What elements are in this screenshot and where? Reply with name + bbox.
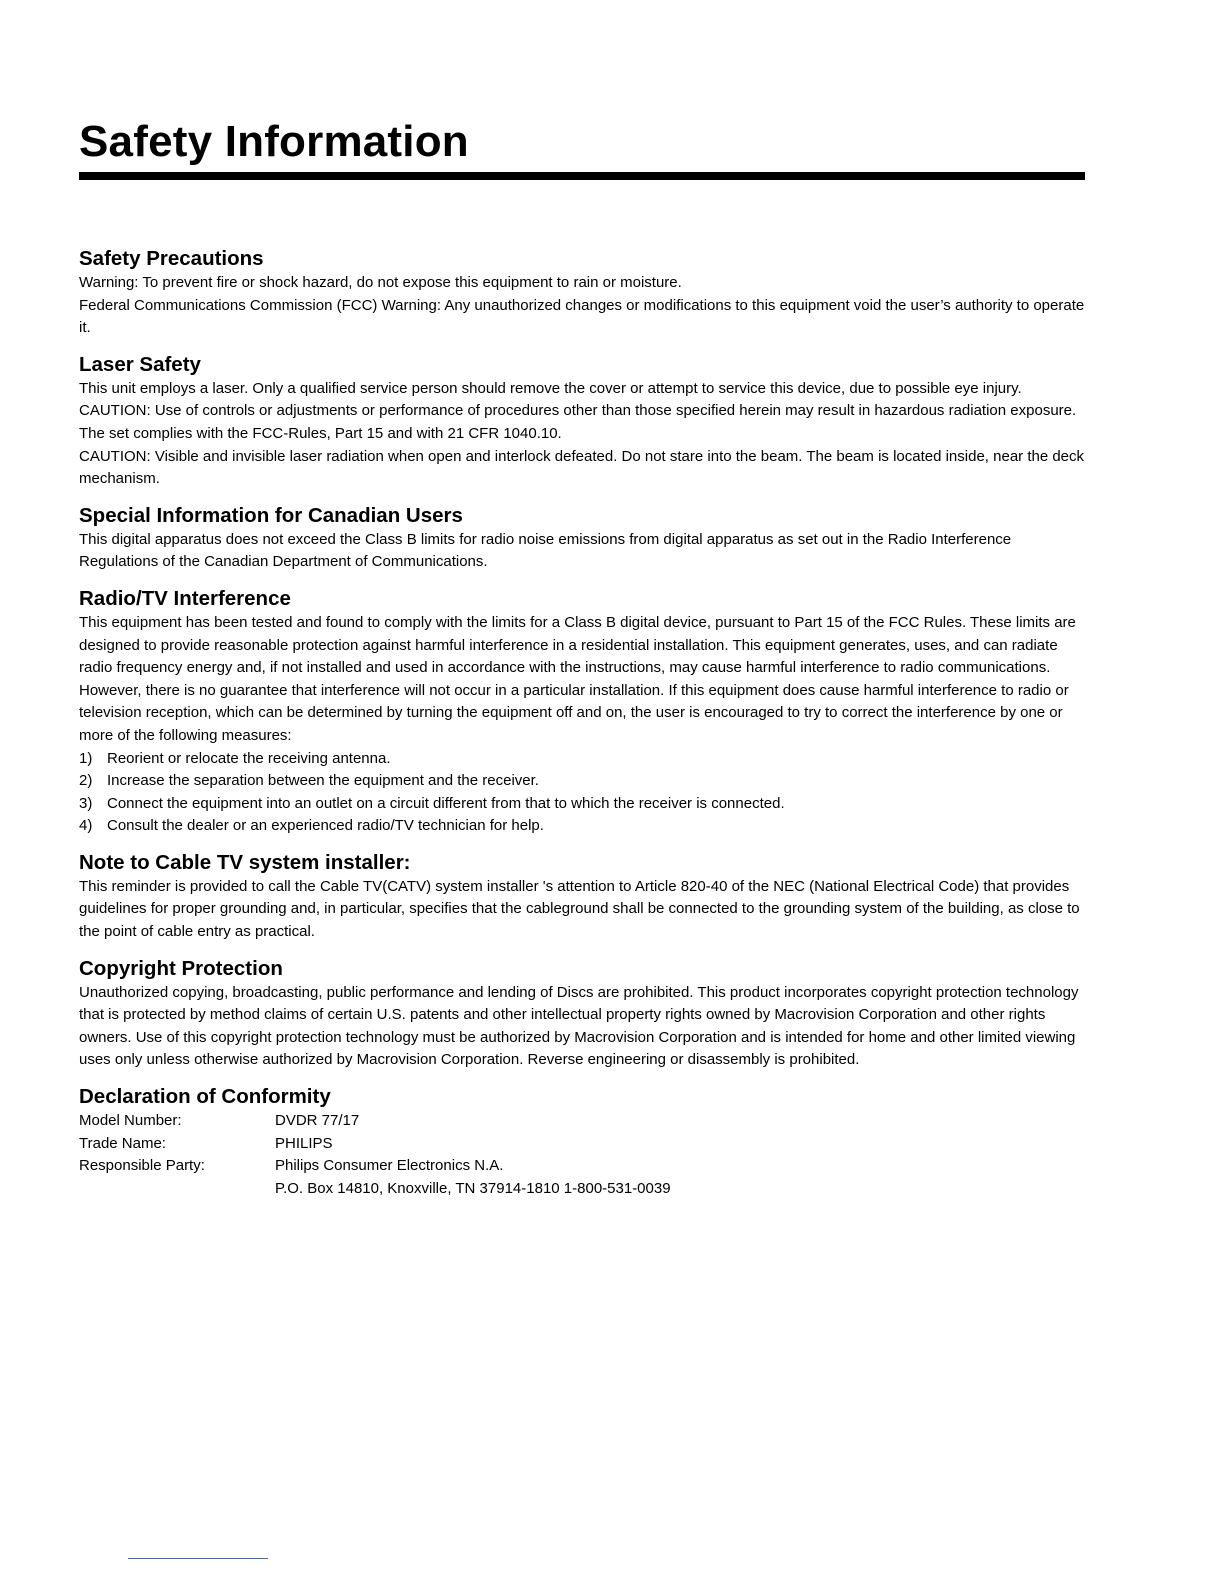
paragraph: Federal Communications Commission (FCC) Warning: Any unauthorized changes or modifications to this equipment void the user’s authority to operate it.	[79, 296, 1085, 337]
document-body	[79, 246, 1089, 1200]
section-safety-precautions	[79, 246, 1089, 340]
list-item	[79, 748, 1089, 771]
section-radio-tv-interference	[79, 586, 1089, 838]
paragraph: This equipment has been tested and found to comply with the limits for a Class B digital device, pursuant to Part 15 of the FCC Rules. These limits are designed to provide reasonable protection against harmful interference in a residential installation. This equipment generates, uses, and can radiate radio frequency energy and, if not installed and used in accordance with the instructions, may cause harmful interference to radio communications. However, there is no guarantee that interference will not occur in a particular installation. If this equipment does cause harmful interference to radio or television reception, which can be determined by turning the equipment off and on, the user is encouraged to try to correct the interference by one or more of the following measures:	[79, 613, 1076, 744]
list-number: 3)	[79, 794, 93, 812]
list-item	[79, 815, 1089, 838]
list-text: Increase the separation between the equipment and the receiver.	[107, 772, 539, 790]
section-canadian-users	[79, 503, 1089, 574]
table-cell-value: P.O. Box 14810, Knoxville, TN 37914-1810 1-800-531-0039	[275, 1179, 671, 1197]
table-cell-label: Trade Name:	[79, 1134, 166, 1152]
table-cell-value: Philips Consumer Electronics N.A.	[275, 1157, 504, 1175]
paragraph: This unit employs a laser. Only a qualified service person should remove the cover or attempt to service this device, due to possible eye injury.	[79, 379, 1022, 397]
section-heading: Declaration of Conformity	[79, 1085, 331, 1109]
table-row	[79, 1155, 671, 1178]
title-rule	[79, 172, 1085, 180]
section-heading: Copyright Protection	[79, 956, 283, 980]
table-cell-label: Model Number:	[79, 1112, 182, 1130]
measures-list	[79, 748, 1089, 838]
paragraph: CAUTION: Visible and invisible laser radiation when open and interlock defeated. Do not stare into the beam. The beam is located inside, near the deck mechanism.	[79, 447, 1085, 488]
list-number: 4)	[79, 817, 93, 835]
paragraph: Warning: To prevent fire or shock hazard, do not expose this equipment to rain or moisture.	[79, 274, 682, 291]
section-heading: Laser Safety	[79, 352, 201, 376]
page-title: Safety Information	[79, 117, 469, 166]
section-heading: Radio/TV Interference	[79, 586, 291, 610]
section-laser-safety	[79, 352, 1089, 491]
footer-divider	[128, 1558, 268, 1559]
table-cell-value: PHILIPS	[275, 1134, 333, 1152]
table-cell-value: DVDR 77/17	[275, 1112, 360, 1130]
paragraph: This digital apparatus does not exceed the Class B limits for radio noise emissions from digital apparatus as set out in the Radio Interference Regulations of the Canadian Department of Communications.	[79, 530, 1012, 571]
list-text: Connect the equipment into an outlet on a circuit different from that to which the receiver is connected.	[107, 794, 785, 812]
table-row	[79, 1110, 671, 1133]
table-row	[79, 1133, 671, 1156]
paragraph: Unauthorized copying, broadcasting, public performance and lending of Discs are prohibited. This product incorporates copyright protection technology that is protected by method claims of certain U.S. patents and other intellectual property rights owned by Macrovision Corporation and other rights owners. Use of this copyright protection technology must be authorized by Macrovision Corporation and is intended for home and other limited viewing uses only unless otherwise authorized by Macrovision Corporation. Reverse engineering or disassembly is prohibited.	[79, 983, 1079, 1069]
list-item	[79, 770, 1089, 793]
section-heading: Special Information for Canadian Users	[79, 503, 463, 527]
conformity-table	[79, 1110, 671, 1200]
section-heading: Note to Cable TV system installer:	[79, 850, 411, 874]
section-copyright-protection	[79, 956, 1089, 1072]
list-text: Reorient or relocate the receiving antenna.	[107, 749, 391, 767]
section-declaration-of-conformity	[79, 1084, 1089, 1200]
list-text: Consult the dealer or an experienced radio/TV technician for help.	[107, 817, 544, 835]
list-number: 1)	[79, 749, 93, 767]
section-heading: Safety Precautions	[79, 247, 264, 270]
paragraph: CAUTION: Use of controls or adjustments or performance of procedures other than those specified herein may result in hazardous radiation exposure. The set complies with the FCC-Rules, Part 15 and with 21 CFR 1040.10.	[79, 402, 1077, 442]
list-item	[79, 793, 1089, 816]
table-cell-label	[79, 1178, 275, 1201]
table-row	[79, 1178, 671, 1201]
paragraph: This reminder is provided to call the Cable TV(CATV) system installer 's attention to Article 820-40 of the NEC (National Electrical Code) that provides guidelines for proper grounding and, in particular, specifies that the cableground shall be connected to the grounding system of the building, as close to the point of cable entry as practical.	[79, 877, 1080, 941]
list-number: 2)	[79, 772, 93, 790]
section-cable-tv-installer	[79, 850, 1089, 944]
table-cell-label: Responsible Party:	[79, 1157, 205, 1175]
